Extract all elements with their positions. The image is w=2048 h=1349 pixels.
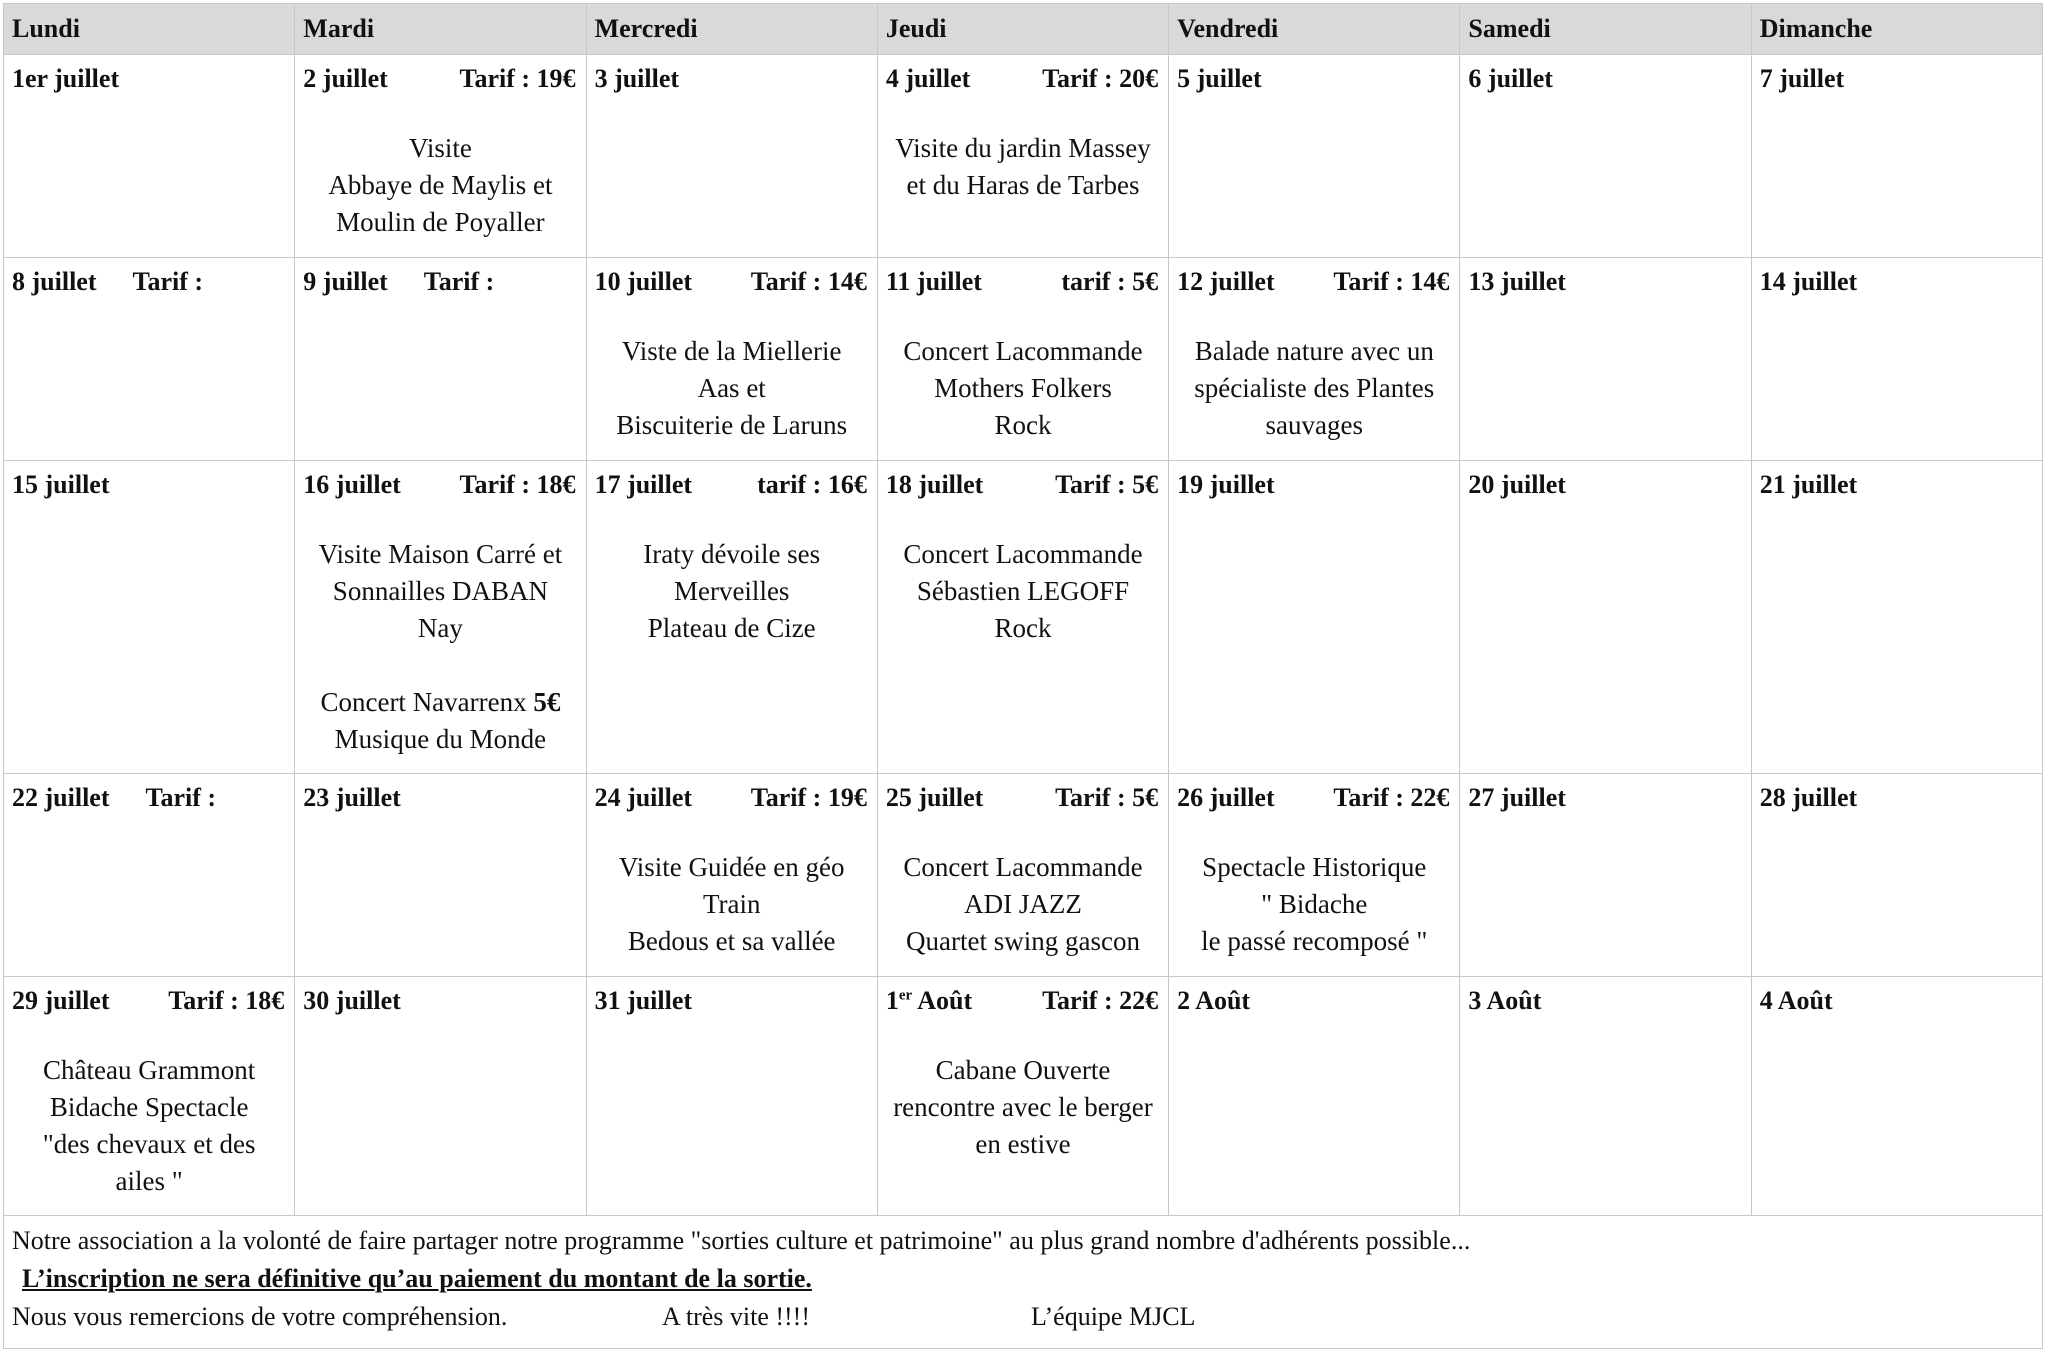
weekday-header: Jeudi xyxy=(877,4,1168,55)
week-row xyxy=(4,461,2043,774)
day-cell xyxy=(295,258,586,461)
day-cell-header xyxy=(587,55,877,94)
day-cell-header xyxy=(587,461,877,500)
event-line xyxy=(593,370,871,407)
day-cell xyxy=(1460,461,1751,774)
week-row xyxy=(4,977,2043,1216)
day-cell-header xyxy=(878,977,1168,1016)
event-line-text: "des chevaux et des xyxy=(42,1129,256,1159)
day-date-month: Août xyxy=(912,986,973,1015)
event-line-text: Bidache Spectacle xyxy=(49,1092,249,1122)
event-description xyxy=(295,500,585,758)
day-date xyxy=(1760,267,1858,297)
day-date xyxy=(1177,986,1250,1016)
day-cell-header xyxy=(1460,774,1750,813)
day-cell-header xyxy=(1460,977,1750,1016)
event-line xyxy=(593,407,871,444)
event-line-text: Nay xyxy=(417,613,463,643)
event-line-text: le passé recomposé " xyxy=(1201,926,1428,956)
event-line-text: ADI JAZZ xyxy=(964,889,1082,919)
day-date-text: 7 juillet xyxy=(1759,64,1845,93)
event-line xyxy=(884,333,1162,370)
day-date xyxy=(1468,470,1566,500)
day-date-text: 1 xyxy=(885,986,899,1015)
day-date xyxy=(595,470,693,500)
event-line-text: Moulin de Poyaller xyxy=(336,207,545,237)
event-line-text: Abbaye de Maylis et xyxy=(328,170,553,200)
day-cell-header xyxy=(1169,774,1459,813)
event-line-text: Château Grammont xyxy=(43,1055,256,1085)
day-date xyxy=(303,267,388,297)
event-line-text: et du Haras de Tarbes xyxy=(906,170,1140,200)
day-date-text: 3 Août xyxy=(1468,986,1542,1015)
day-cell-header xyxy=(1460,258,1750,297)
event-line xyxy=(10,1052,288,1089)
event-line-text: Concert Navarrenx xyxy=(320,687,527,717)
day-date xyxy=(1468,64,1553,94)
day-cell-header xyxy=(1169,977,1459,1016)
day-cell xyxy=(586,774,877,977)
day-date-text: 26 juillet xyxy=(1177,783,1275,812)
day-date-text: 5 juillet xyxy=(1177,64,1262,93)
day-cell-header xyxy=(1460,55,1750,94)
day-date xyxy=(886,64,971,94)
event-line xyxy=(301,130,579,167)
event-line xyxy=(884,886,1162,923)
event-line-text: ailes " xyxy=(115,1166,183,1196)
day-cell-header xyxy=(4,258,294,297)
day-cell xyxy=(1460,774,1751,977)
weekday-header: Vendredi xyxy=(1169,4,1460,55)
day-date xyxy=(886,470,984,500)
day-date-text: 1er juillet xyxy=(12,64,120,93)
day-date-text: 8 juillet xyxy=(12,267,97,296)
day-date-text: 12 juillet xyxy=(1177,267,1275,296)
day-cell-header xyxy=(1752,977,2042,1016)
event-line-text: Cabane Ouverte xyxy=(935,1055,1111,1085)
day-cell xyxy=(586,461,877,774)
event-line-text: Aas et xyxy=(697,373,766,403)
footer-line-3 xyxy=(12,1298,2042,1336)
day-cell xyxy=(4,774,295,977)
day-cell xyxy=(295,55,586,258)
event-line xyxy=(301,573,579,610)
day-cell xyxy=(1460,55,1751,258)
event-line-text: sauvages xyxy=(1265,410,1363,440)
day-date-text: 17 juillet xyxy=(594,470,693,499)
event-line-text: Visite xyxy=(408,133,472,163)
day-cell xyxy=(1751,55,2042,258)
day-date-text: 23 juillet xyxy=(303,783,401,812)
day-date-text: 28 juillet xyxy=(1759,783,1858,812)
weekday-header: Lundi xyxy=(4,4,295,55)
day-cell xyxy=(586,258,877,461)
day-cell-header xyxy=(878,55,1168,94)
event-line xyxy=(884,923,1162,960)
tarif-label: Tarif : 14€ xyxy=(1333,267,1450,296)
event-spacer xyxy=(301,647,579,684)
day-date xyxy=(886,986,972,1016)
event-line xyxy=(884,610,1162,647)
day-cell-header xyxy=(4,977,294,1016)
day-date-text: 27 juillet xyxy=(1468,783,1566,812)
day-date-text: 18 juillet xyxy=(885,470,984,499)
event-line xyxy=(1175,886,1453,923)
day-date-text: 14 juillet xyxy=(1759,267,1858,296)
event-line xyxy=(884,130,1162,167)
day-date-text: 4 Août xyxy=(1759,986,1833,1015)
day-date-text: 15 juillet xyxy=(12,470,110,499)
day-cell xyxy=(1169,774,1460,977)
day-cell-header xyxy=(878,774,1168,813)
day-date xyxy=(12,64,119,94)
day-date-text: 20 juillet xyxy=(1468,470,1566,499)
event-line xyxy=(884,370,1162,407)
day-date xyxy=(1468,783,1566,813)
footer-line-2 xyxy=(12,1260,2042,1298)
tarif-label: Tarif : 14€ xyxy=(750,267,867,296)
event-description xyxy=(878,1016,1168,1163)
day-date xyxy=(1468,267,1566,297)
event-line-text: Musique du Monde xyxy=(334,724,547,754)
event-price: 5€ xyxy=(533,687,561,717)
day-cell xyxy=(877,55,1168,258)
day-date-text: 22 juillet xyxy=(12,783,110,812)
event-line xyxy=(884,1052,1162,1089)
tarif-label: Tarif : 19€ xyxy=(459,64,576,93)
event-line xyxy=(1175,923,1453,960)
event-line-text: Rock xyxy=(994,613,1052,643)
day-cell-header xyxy=(1169,55,1459,94)
event-line-text: Visite Guidée en géo xyxy=(618,852,845,882)
day-cell xyxy=(586,55,877,258)
day-date-text: 24 juillet xyxy=(594,783,693,812)
weekday-header: Mardi xyxy=(295,4,586,55)
day-date xyxy=(1760,986,1833,1016)
day-cell-header xyxy=(295,774,585,813)
event-line-text: Plateau de Cize xyxy=(647,613,816,643)
event-line xyxy=(1175,849,1453,886)
event-line xyxy=(10,1126,288,1163)
weekday-header: Samedi xyxy=(1460,4,1751,55)
tarif-label: Tarif : 19€ xyxy=(750,783,867,812)
day-date-text: 9 juillet xyxy=(303,267,388,296)
day-date xyxy=(1468,986,1541,1016)
event-line xyxy=(884,1089,1162,1126)
event-line-text: Iraty dévoile ses xyxy=(643,539,821,569)
event-line-text: Concert Lacommande xyxy=(903,852,1143,882)
day-date xyxy=(1760,64,1845,94)
day-cell-header xyxy=(1752,774,2042,813)
event-line-text: Quartet swing gascon xyxy=(906,926,1140,956)
event-line-text: Sébastien LEGOFF xyxy=(916,576,1130,606)
day-cell xyxy=(295,977,586,1216)
day-cell xyxy=(1751,461,2042,774)
day-date xyxy=(1760,783,1858,813)
event-line xyxy=(884,167,1162,204)
tarif-label: Tarif : 5€ xyxy=(1055,783,1159,812)
day-cell xyxy=(1751,258,2042,461)
tarif-label: tarif : 5€ xyxy=(1061,267,1159,296)
day-cell xyxy=(1169,461,1460,774)
event-line xyxy=(301,721,579,758)
day-cell xyxy=(877,461,1168,774)
day-cell-header xyxy=(878,258,1168,297)
day-cell xyxy=(1460,977,1751,1216)
event-line-text: rencontre avec le berger xyxy=(893,1092,1153,1122)
day-date xyxy=(1177,470,1275,500)
day-cell-header xyxy=(587,258,877,297)
day-cell xyxy=(1751,774,2042,977)
day-cell xyxy=(877,258,1168,461)
day-date-text: 21 juillet xyxy=(1759,470,1858,499)
day-cell-header xyxy=(878,461,1168,500)
event-line xyxy=(301,204,579,241)
day-date-text: 2 juillet xyxy=(303,64,388,93)
day-date xyxy=(303,64,388,94)
day-cell xyxy=(295,461,586,774)
event-line-text: Concert Lacommande xyxy=(903,539,1143,569)
event-description xyxy=(587,813,877,960)
event-line-text: en estive xyxy=(975,1129,1071,1159)
day-date-text: 31 juillet xyxy=(594,986,693,1015)
day-cell xyxy=(586,977,877,1216)
day-date-text: 3 juillet xyxy=(594,64,680,93)
event-line-text: " Bidache xyxy=(1261,889,1368,919)
tarif-label: Tarif : 20€ xyxy=(1042,64,1159,93)
day-date xyxy=(12,267,97,297)
day-date-text: 13 juillet xyxy=(1468,267,1566,296)
tarif-label: Tarif : xyxy=(132,267,204,296)
event-line xyxy=(593,849,871,886)
event-line-text: Viste de la Miellerie xyxy=(621,336,842,366)
event-line-text: Train xyxy=(702,889,761,919)
see-you-text: A très vite !!!! xyxy=(662,1302,811,1331)
event-line xyxy=(301,536,579,573)
event-line xyxy=(1175,407,1453,444)
day-date xyxy=(1177,783,1275,813)
event-line-text: Spectacle Historique xyxy=(1202,852,1427,882)
event-line xyxy=(10,1089,288,1126)
tarif-label: Tarif : 22€ xyxy=(1042,986,1159,1015)
day-date xyxy=(303,986,401,1016)
day-cell xyxy=(1460,258,1751,461)
event-description xyxy=(878,500,1168,647)
event-line-text: Visite Maison Carré et xyxy=(318,539,563,569)
event-description xyxy=(1169,813,1459,960)
footer-row xyxy=(4,1216,2043,1349)
day-cell-header xyxy=(1752,461,2042,500)
day-cell xyxy=(1169,258,1460,461)
day-date-text: 10 juillet xyxy=(594,267,693,296)
thanks-text: Nous vous remercions de votre compréhension. xyxy=(12,1302,508,1331)
day-cell-header xyxy=(1169,461,1459,500)
day-cell-header xyxy=(587,774,877,813)
event-line-text: Mothers Folkers xyxy=(934,373,1112,403)
tarif-label: Tarif : xyxy=(145,783,217,812)
event-description xyxy=(878,94,1168,204)
day-cell xyxy=(1169,977,1460,1216)
day-date xyxy=(12,783,110,813)
event-line-text: Merveilles xyxy=(673,576,790,606)
day-cell-header xyxy=(4,774,294,813)
day-date-text: 4 juillet xyxy=(885,64,971,93)
day-date xyxy=(12,470,110,500)
day-date xyxy=(1177,64,1262,94)
event-line xyxy=(1175,370,1453,407)
event-description xyxy=(4,1016,294,1200)
day-date-text: 2 Août xyxy=(1177,986,1251,1015)
tarif-label: Tarif : 22€ xyxy=(1333,783,1450,812)
tarif-label: Tarif : xyxy=(423,267,495,296)
event-line xyxy=(884,849,1162,886)
day-cell-header xyxy=(295,977,585,1016)
event-line xyxy=(1175,333,1453,370)
event-line xyxy=(884,536,1162,573)
day-date xyxy=(12,986,110,1016)
registration-notice: L’inscription ne sera définitive qu’au paiement du montant de la sortie xyxy=(22,1264,806,1293)
footer-note xyxy=(4,1216,2043,1349)
day-date xyxy=(595,986,693,1016)
event-line-text: Rock xyxy=(994,410,1052,440)
event-line xyxy=(593,923,871,960)
event-line xyxy=(10,1163,288,1200)
day-date xyxy=(595,64,680,94)
event-line xyxy=(301,610,579,647)
calendar-table xyxy=(3,3,2043,1349)
day-cell xyxy=(4,977,295,1216)
week-row xyxy=(4,774,2043,977)
day-cell xyxy=(4,461,295,774)
day-cell xyxy=(4,258,295,461)
event-line-text: Balade nature avec un xyxy=(1194,336,1434,366)
day-date xyxy=(886,267,982,297)
day-date xyxy=(595,267,693,297)
team-signature: L’équipe MJCL xyxy=(1031,1302,1196,1331)
event-description xyxy=(587,297,877,444)
event-line-text: Sonnailles DABAN xyxy=(332,576,549,606)
event-line xyxy=(593,886,871,923)
day-date-text: 29 juillet xyxy=(12,986,110,1015)
day-cell xyxy=(1169,55,1460,258)
day-cell xyxy=(4,55,295,258)
day-date xyxy=(886,783,984,813)
event-line-text: spécialiste des Plantes xyxy=(1194,373,1435,403)
day-date xyxy=(303,470,401,500)
day-cell-header xyxy=(587,977,877,1016)
day-cell-header xyxy=(295,461,585,500)
tarif-label: Tarif : 18€ xyxy=(459,470,576,499)
event-line-text: Biscuiterie de Laruns xyxy=(616,410,848,440)
day-date-text: 16 juillet xyxy=(303,470,401,499)
event-line xyxy=(593,573,871,610)
day-cell-header xyxy=(1752,55,2042,94)
day-cell xyxy=(1751,977,2042,1216)
day-cell-header xyxy=(4,55,294,94)
event-line xyxy=(301,684,579,721)
event-line xyxy=(593,610,871,647)
day-date-text: 19 juillet xyxy=(1177,470,1275,499)
event-line-text: Concert Lacommande xyxy=(903,336,1143,366)
day-date-text: 11 juillet xyxy=(885,267,982,296)
weekday-header-row xyxy=(4,4,2043,55)
day-date xyxy=(303,783,401,813)
event-description xyxy=(295,94,585,241)
day-cell xyxy=(295,774,586,977)
registration-notice-end: . xyxy=(805,1264,812,1293)
day-cell-header xyxy=(1752,258,2042,297)
event-description xyxy=(587,500,877,647)
weekday-header: Dimanche xyxy=(1751,4,2042,55)
event-line-text: Bedous et sa vallée xyxy=(627,926,836,956)
event-line xyxy=(593,536,871,573)
event-line xyxy=(301,167,579,204)
week-row xyxy=(4,258,2043,461)
day-date xyxy=(1760,470,1858,500)
day-cell xyxy=(877,977,1168,1216)
event-line xyxy=(884,407,1162,444)
day-date-text: 30 juillet xyxy=(303,986,401,1015)
event-description xyxy=(878,297,1168,444)
day-date-text: 25 juillet xyxy=(885,783,984,812)
event-description xyxy=(1169,297,1459,444)
event-line xyxy=(884,573,1162,610)
day-date xyxy=(1177,267,1275,297)
week-row xyxy=(4,55,2043,258)
event-description xyxy=(878,813,1168,960)
day-cell-header xyxy=(4,461,294,500)
weekday-header: Mercredi xyxy=(586,4,877,55)
day-date-text: 6 juillet xyxy=(1468,64,1553,93)
tarif-label: Tarif : 5€ xyxy=(1055,470,1159,499)
tarif-label: tarif : 16€ xyxy=(757,470,867,499)
event-line xyxy=(593,333,871,370)
day-cell-header xyxy=(1169,258,1459,297)
day-cell-header xyxy=(295,55,585,94)
day-cell-header xyxy=(295,258,585,297)
day-date xyxy=(595,783,693,813)
tarif-label: Tarif : 18€ xyxy=(168,986,285,1015)
day-cell-header xyxy=(1460,461,1750,500)
day-cell xyxy=(877,774,1168,977)
event-line-text: Visite du jardin Massey xyxy=(895,133,1151,163)
event-line xyxy=(884,1126,1162,1163)
footer-line-1: Notre association a la volonté de faire partager notre programme "sorties culture et patrimoine" au plus grand nombre d'adhérents possible... xyxy=(12,1226,1471,1255)
day-date-superscript: er xyxy=(898,987,913,1004)
